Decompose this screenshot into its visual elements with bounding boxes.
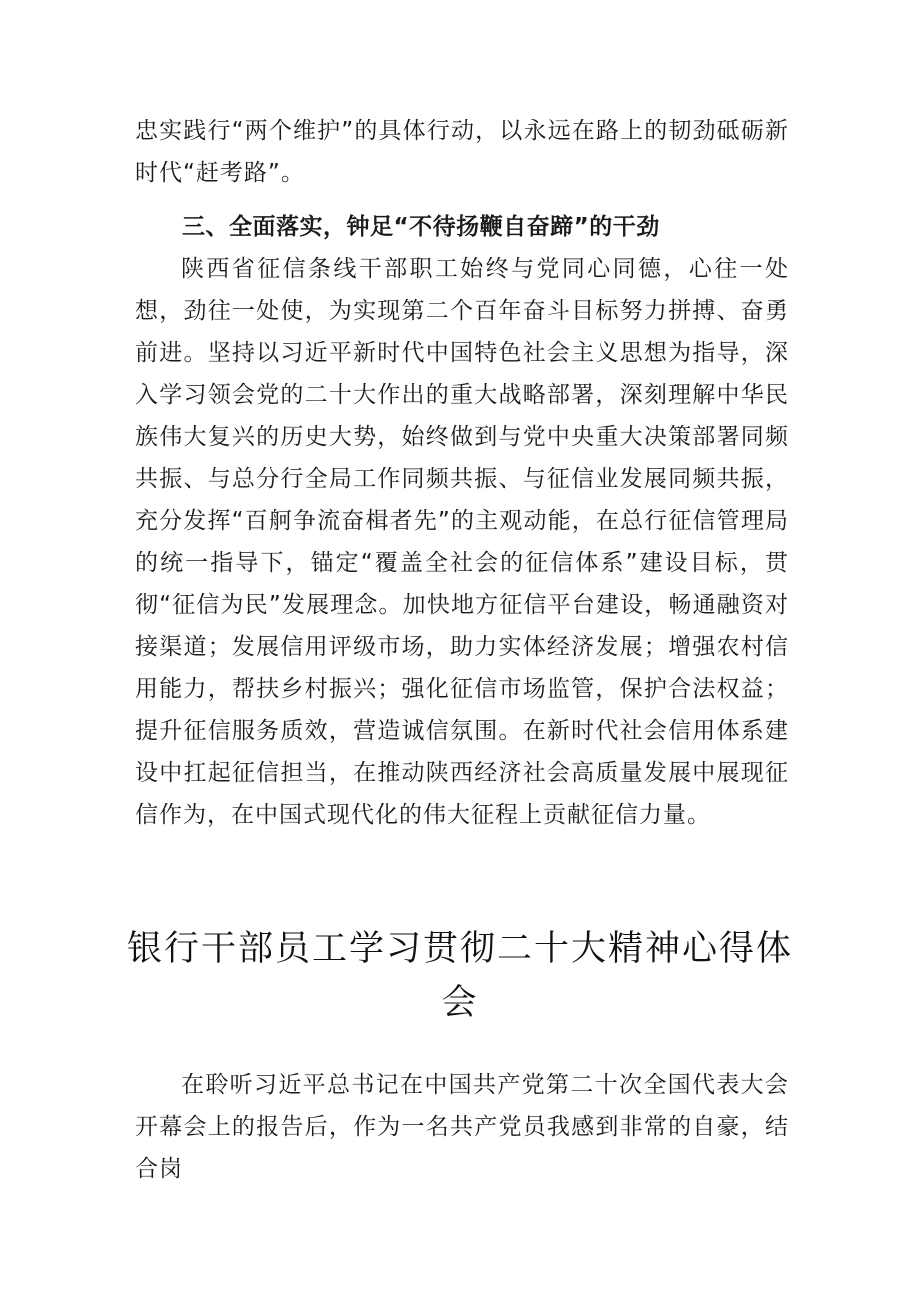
section-heading: 三、全面落实，钟足“不待扬鞭自奋蹄”的干劲 <box>182 214 660 240</box>
article-title: 银行干部员工学习贯彻二十大精神心得体会 <box>126 929 793 1023</box>
paragraph-intro: 在聆听习近平总书记在中国共产党第二十次全国代表大会开幕会上的报告后，作为一名共产党员我感到非常的自豪，结合岗 <box>135 1072 789 1182</box>
paragraph-continuation: 忠实践行“两个维护”的具体行动，以永远在路上的韧劲砥砺新时代“赶考路”。 <box>135 118 789 186</box>
paragraph-main: 陕西省征信条线干部职工始终与党同心同德，心往一处想，劲往一处使，为实现第二个百年奋斗目标努力拼搏、奋勇前进。坚持以习近平新时代中国特色社会主义思想为指导，深入学习领会党的二十大作出的重大战略部署，深刻理解中华民族伟大复兴的历史大势，始终做到与党中央重大决策部署同频共振、与总分行全局工作同频共振、与征信业发展同频共振，充分发挥“百舸争流奋楫者先”的主观动能，在总行征信管理局的统一指导下，锚定“覆盖全社会的征信体系”建设目标，贯彻“征信为民”发展理念。加快地方征信平台建设，畅通融资对接渠道；发展信用评级市场，助力实体经济发展；增强农村信用能力，帮扶乡村振兴；强化征信市场监管，保护合法权益；提升征信服务质效，营造诚信氛围。在新时代社会信用体系建设中扛起征信担当，在推动陕西经济社会高质量发展中展现征信作为，在中国式现代化的伟大征程上贡献征信力量。 <box>135 256 789 828</box>
